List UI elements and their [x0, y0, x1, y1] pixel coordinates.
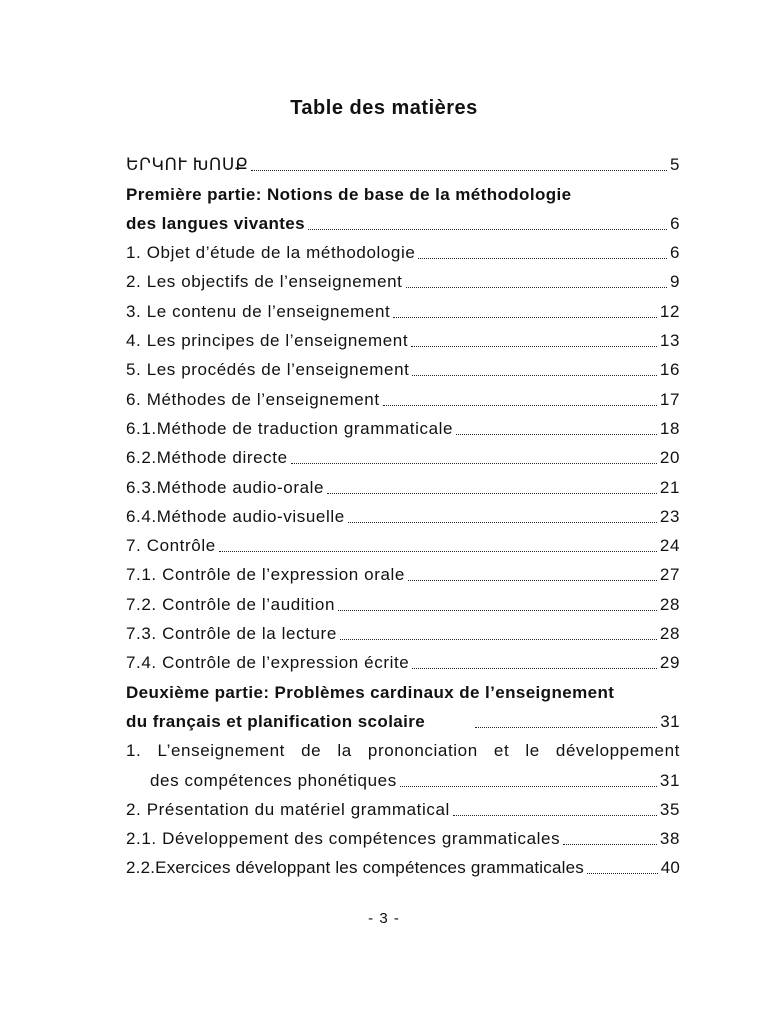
dot-leader [383, 405, 657, 406]
toc-entry [126, 234, 680, 263]
dot-leader [411, 346, 657, 347]
toc-page-number: 23 [659, 506, 680, 526]
toc-entry [126, 468, 680, 497]
toc-entry-label: 6.4.Méthode audio-visuelle [126, 506, 345, 526]
toc-entry-label: 7. Contrôle [126, 536, 216, 556]
toc-entry [126, 615, 680, 644]
toc-entry-label: 2. Présentation du matériel grammatical [126, 799, 450, 819]
toc-part-heading-cont [126, 703, 680, 732]
toc-entry-label: Première partie: Notions de base de la méthodologie [126, 184, 572, 204]
toc-entry [126, 556, 680, 585]
toc-part-heading-cont [126, 205, 680, 234]
page-title: Table des matières [290, 97, 478, 119]
toc-entry-label: 6.2.Méthode directe [126, 448, 288, 468]
dot-leader [587, 873, 658, 874]
dot-leader [406, 287, 667, 288]
toc-entry [126, 820, 680, 849]
dot-leader [418, 258, 667, 259]
toc-page-number: 5 [669, 155, 680, 175]
toc-entry-label: Deuxième partie: Problèmes cardinaux de l’enseignement [126, 682, 615, 702]
toc-page-number: 24 [659, 536, 680, 556]
toc-page-number: 40 [660, 858, 680, 878]
toc-entry-label: 7.2. Contrôle de l’audition [126, 594, 335, 614]
dot-leader [563, 844, 657, 845]
toc-entry [126, 849, 680, 878]
toc-entry [126, 791, 680, 820]
toc-entry-label: 2.2.Exercices développant les compétences grammaticales [126, 858, 584, 878]
dot-leader [348, 522, 657, 523]
toc-entry-label: des langues vivantes [126, 213, 306, 233]
toc-entry-label: du français et planification scolaire [126, 711, 426, 731]
toc-entry-label: 6.3.Méthode audio-orale [126, 477, 325, 497]
toc-page-number: 9 [669, 272, 680, 292]
dot-leader [456, 434, 657, 435]
toc-entry [126, 498, 680, 527]
dot-leader [338, 610, 657, 611]
toc-page-number: 38 [659, 829, 680, 849]
dot-leader [412, 668, 657, 669]
toc-entry-label: 7.1. Contrôle de l’expression orale [126, 565, 405, 585]
toc-entry [126, 439, 680, 468]
table-of-contents [126, 146, 680, 878]
page-number: - 3 - [368, 910, 400, 927]
toc-page-number: 16 [659, 360, 680, 380]
toc-entry-label: 5. Les procédés de l’enseignement [126, 360, 410, 380]
toc-entry-label: 6.1.Méthode de traduction grammaticale [126, 418, 454, 438]
toc-page-number: 12 [659, 301, 680, 321]
toc-entry [126, 380, 680, 409]
toc-entry-label: 6. Méthodes de l’enseignement [126, 389, 380, 409]
toc-page-number: 35 [659, 799, 680, 819]
toc-entry-cont [126, 761, 680, 790]
toc-entry [126, 644, 680, 673]
toc-entry-label: des compétences phonétiques [150, 770, 397, 790]
toc-entry-label: 7.3. Contrôle de la lecture [126, 624, 337, 644]
toc-entry [126, 263, 680, 292]
toc-page-number: 29 [659, 653, 680, 673]
toc-entry-label: 1. Objet d’étude de la méthodologie [126, 243, 416, 263]
dot-leader [308, 229, 667, 230]
dot-leader [412, 375, 656, 376]
toc-entry-label: 4. Les principes de l’enseignement [126, 331, 409, 351]
dot-leader [475, 727, 657, 728]
dot-leader [219, 551, 657, 552]
toc-entry-label: 7.4. Contrôle de l’expression écrite [126, 653, 410, 673]
toc-page-number: 28 [659, 594, 680, 614]
dot-leader [393, 317, 657, 318]
dot-leader [251, 170, 667, 171]
toc-entry [126, 527, 680, 556]
toc-page-number: 27 [659, 565, 680, 585]
dot-leader [340, 639, 657, 640]
toc-page-number: 21 [659, 477, 680, 497]
toc-entry [126, 351, 680, 380]
dot-leader [327, 493, 657, 494]
toc-entry [126, 322, 680, 351]
toc-entry-label: 3. Le contenu de l’enseignement [126, 301, 391, 321]
toc-page-number: 31 [660, 711, 680, 731]
toc-page-number: 28 [659, 624, 680, 644]
toc-entry [126, 732, 680, 761]
toc-entry-preface [126, 146, 680, 175]
dot-leader [453, 815, 657, 816]
toc-entry [126, 410, 680, 439]
toc-entry-label: ԵՐԿՈՒ ԽՈՍՔ [126, 155, 249, 175]
toc-entry-label: 2. Les objectifs de l’enseignement [126, 272, 403, 292]
dot-leader [291, 463, 657, 464]
toc-part-heading [126, 673, 680, 702]
dot-leader [400, 786, 657, 787]
toc-page-number: 6 [670, 213, 680, 233]
toc-entry [126, 292, 680, 321]
dot-leader [408, 580, 657, 581]
toc-page-number: 17 [659, 389, 680, 409]
toc-page-number: 18 [659, 418, 680, 438]
toc-entry-label: 1. L’enseignement de la prononciation et le développement [126, 741, 680, 761]
toc-page-number: 31 [659, 770, 680, 790]
toc-page-number: 20 [659, 448, 680, 468]
toc-entry-label: 2.1. Développement des compétences grammaticales [126, 829, 561, 849]
toc-page-number: 13 [659, 331, 680, 351]
toc-part-heading [126, 175, 680, 204]
toc-entry [126, 585, 680, 614]
toc-page-number: 6 [669, 243, 680, 263]
